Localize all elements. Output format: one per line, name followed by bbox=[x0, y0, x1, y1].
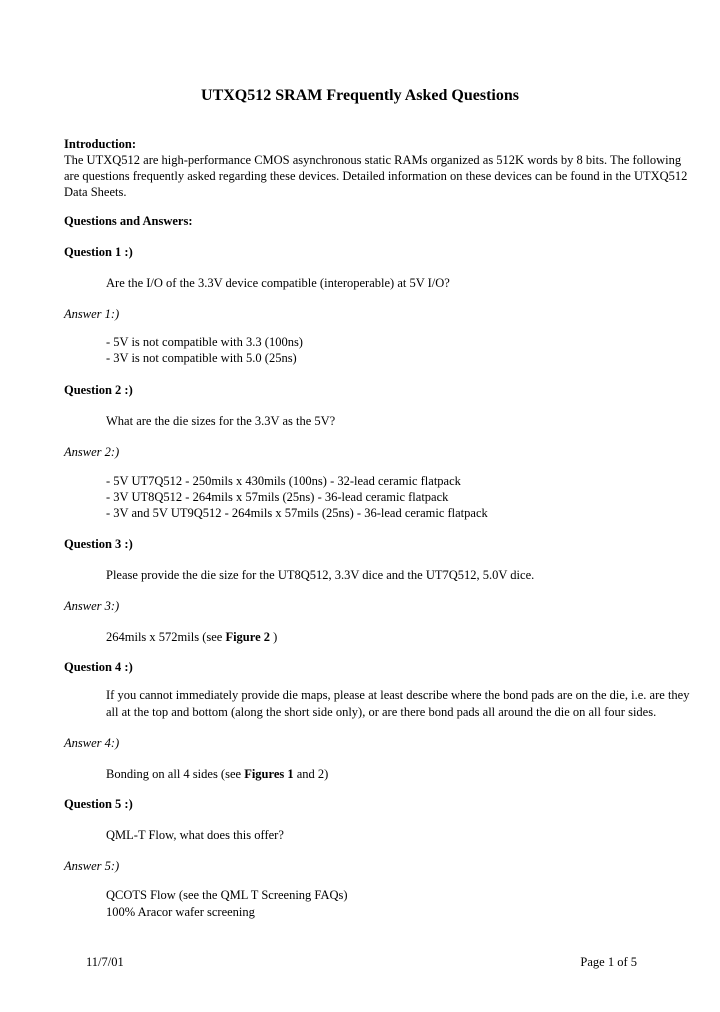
answer-3-text bbox=[106, 629, 664, 645]
answer-3-label: Answer 3:) bbox=[64, 599, 120, 613]
intro-line: Data Sheets. bbox=[64, 185, 127, 199]
answer-3-post: ) bbox=[270, 630, 278, 644]
question-4-label: Question 4 :) bbox=[64, 660, 133, 674]
answer-4-text bbox=[106, 766, 664, 782]
question-4-line: all at the top and bottom (along the short side only), or are there bond pads all around the die on all four sides. bbox=[106, 705, 657, 719]
answer-2-line: - 5V UT7Q512 - 250mils x 430mils (100ns) - 32-lead ceramic flatpack bbox=[106, 474, 461, 488]
figure-ref: Figures 1 bbox=[244, 767, 294, 781]
answer-1-label: Answer 1:) bbox=[64, 307, 120, 321]
question-2-label: Question 2 :) bbox=[64, 383, 133, 397]
question-1-text: Are the I/O of the 3.3V device compatible (interoperable) at 5V I/O? bbox=[106, 276, 450, 290]
answer-5-line: QCOTS Flow (see the QML T Screening FAQs) bbox=[106, 888, 348, 902]
question-4-line: If you cannot immediately provide die maps, please at least describe where the bond pads are on the die, i.e. are they bbox=[106, 688, 690, 702]
answer-4-label: Answer 4:) bbox=[64, 736, 120, 750]
answer-2-line: - 3V UT8Q512 - 264mils x 57mils (25ns) - 36-lead ceramic flatpack bbox=[106, 490, 449, 504]
question-1-label: Question 1 :) bbox=[64, 245, 133, 259]
page-title: UTXQ512 SRAM Frequently Asked Questions bbox=[201, 87, 519, 104]
question-5-text: QML-T Flow, what does this offer? bbox=[106, 828, 284, 842]
question-5-label: Question 5 :) bbox=[64, 797, 133, 811]
answer-3-pre: 264mils x 572mils (see bbox=[106, 630, 226, 644]
figure-ref: Figure 2 bbox=[225, 630, 271, 644]
question-3-text: Please provide the die size for the UT8Q512, 3.3V dice and the UT7Q512, 5.0V dice. bbox=[106, 568, 535, 582]
answer-5-line: 100% Aracor wafer screening bbox=[106, 905, 255, 919]
answer-4-post: and 2) bbox=[293, 767, 329, 781]
intro-line: The UTXQ512 are high-performance CMOS asynchronous static RAMs organized as 512K words by 8 bits. The following bbox=[64, 153, 682, 167]
question-3-label: Question 3 :) bbox=[64, 537, 133, 551]
question-2-text: What are the die sizes for the 3.3V as the 5V? bbox=[106, 414, 336, 428]
intro-line: are questions frequently asked regarding these devices. Detailed information on these devices can be found in the UTXQ512 bbox=[64, 169, 688, 183]
answer-2-line: - 3V and 5V UT9Q512 - 264mils x 57mils (25ns) - 36-lead ceramic flatpack bbox=[106, 506, 488, 520]
answer-4-pre: Bonding on all 4 sides (see bbox=[106, 767, 245, 781]
answer-2-label: Answer 2:) bbox=[64, 445, 120, 459]
intro-heading: Introduction: bbox=[64, 137, 137, 151]
answer-1-line: - 5V is not compatible with 3.3 (100ns) bbox=[106, 335, 303, 349]
answer-5-label: Answer 5:) bbox=[64, 859, 120, 873]
footer-date: 11/7/01 bbox=[86, 955, 124, 969]
answer-1-line: - 3V is not compatible with 5.0 (25ns) bbox=[106, 351, 297, 365]
qa-heading: Questions and Answers: bbox=[64, 214, 193, 228]
footer-page-number: Page 1 of 5 bbox=[580, 955, 637, 969]
